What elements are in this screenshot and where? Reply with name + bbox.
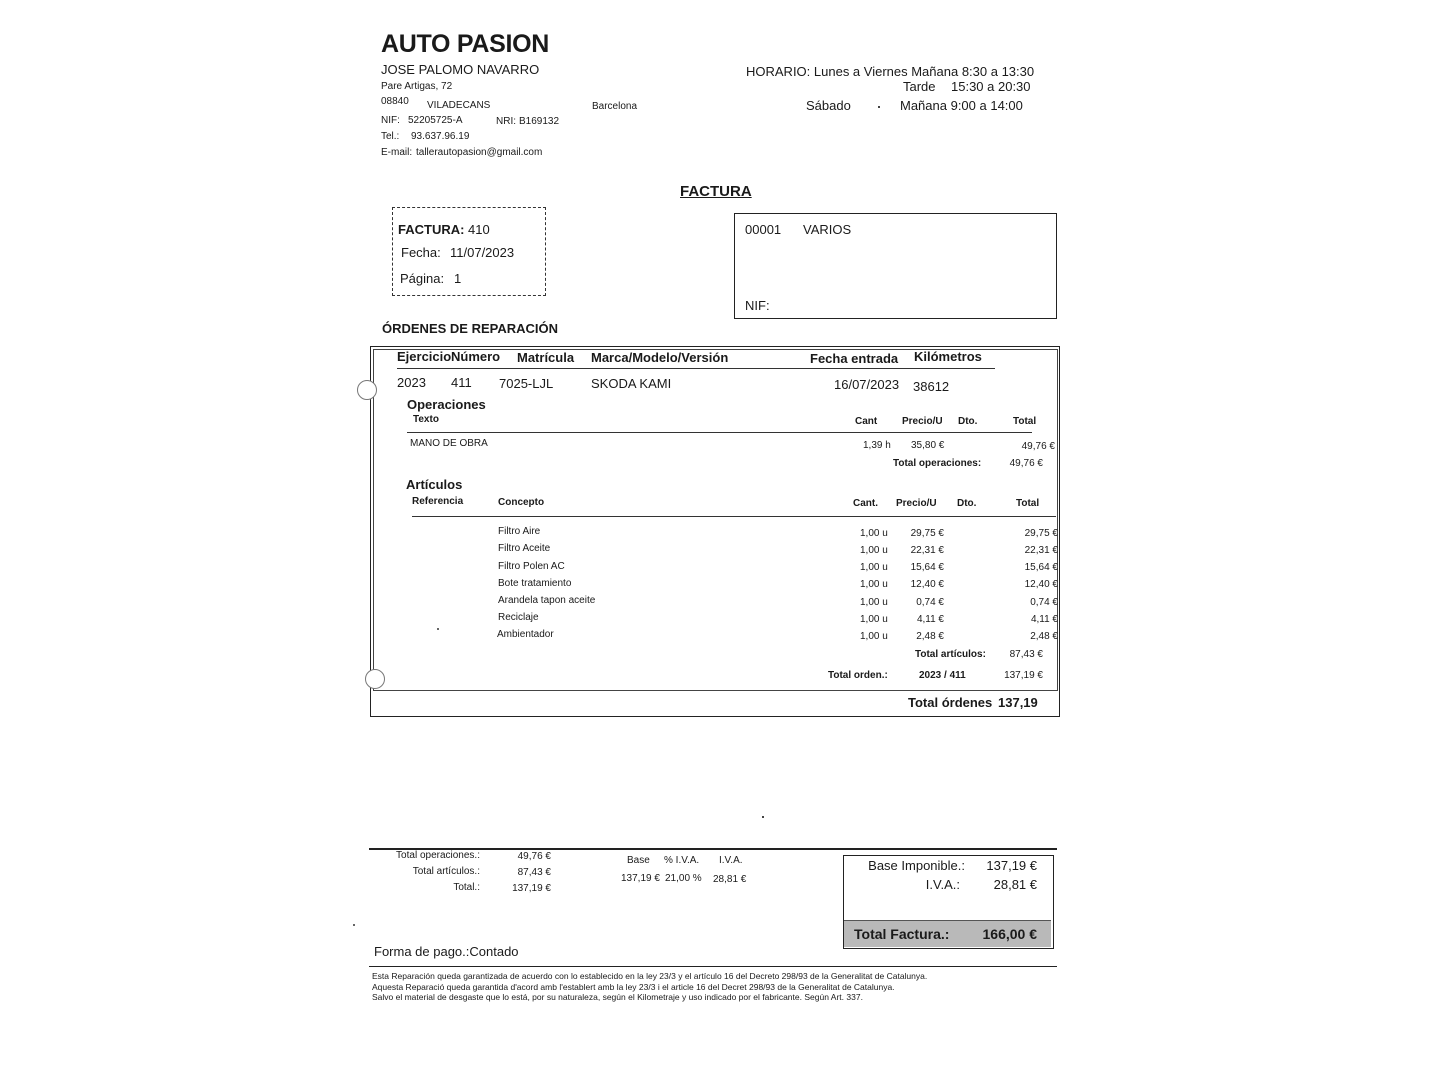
op-item-total: 49,76 €: [1021, 441, 1055, 452]
art-item-concepto: Filtro Aire: [498, 526, 541, 537]
summary-art-value: 87,43 €: [517, 867, 551, 878]
tax-pct-value: 21,00 %: [665, 873, 702, 884]
operaciones-total-label: Total operaciones:: [893, 458, 982, 469]
operaciones-title: Operaciones: [407, 397, 486, 412]
art-item-cant: 1,00 u: [860, 545, 888, 556]
art-item-cant: 1,00 u: [860, 614, 888, 625]
company-postal-code: 08840: [381, 96, 409, 107]
schedule-sabado-label: Sábado: [806, 98, 851, 113]
art-item-cant: 1,00 u: [860, 579, 888, 590]
order-km: 38612: [913, 379, 950, 394]
art-item-precio: 29,75 €: [910, 528, 944, 539]
client-name: VARIOS: [803, 222, 852, 237]
company-name: AUTO PASION: [381, 30, 550, 58]
art-item-total: 2,48 €: [1030, 631, 1058, 642]
col-ejercicio: Ejercicio: [397, 349, 452, 364]
tax-base-value: 137,19 €: [621, 873, 660, 884]
art-item-precio: 4,11 €: [916, 614, 944, 625]
tax-col-base: Base: [627, 855, 650, 866]
art-col-dto: Dto.: [957, 498, 977, 509]
footer-wear-note: Salvo el material de desgaste que lo está, por su naturaleza, según el Kilometraje y uso indicado por el fabricante. Según Art. 337.: [372, 992, 863, 1002]
art-col-concepto: Concepto: [498, 497, 545, 508]
art-item-concepto: Filtro Aceite: [498, 543, 551, 554]
art-col-precio: Precio/U: [896, 498, 937, 509]
articulos-divider: [412, 516, 1056, 517]
col-fecha: Fecha entrada: [810, 351, 899, 366]
iva-value: 28,81 €: [993, 877, 1037, 892]
footer-warranty-ca: Aquesta Reparació queda garantida d'acord amb l'establert amb la ley 23/3 i el article 16 del Decret 298/93 de la Generalitat de Catalunya.: [372, 982, 895, 992]
art-item-total: 4,11 €: [1030, 614, 1058, 625]
art-col-cant: Cant.: [853, 498, 878, 509]
op-col-total: Total: [1013, 416, 1037, 427]
total-orden-label: Total orden.:: [828, 670, 888, 681]
orders-section-title: ÓRDENES DE REPARACIÓN: [382, 321, 559, 336]
summary-art-label: Total artículos.:: [412, 866, 480, 877]
base-imponible-value: 137,19 €: [986, 858, 1037, 873]
art-item-cant: 1,00 u: [860, 597, 888, 608]
summary-total-label: Total.:: [453, 882, 480, 893]
invoice-page-label: Página:: [400, 271, 445, 286]
art-item-precio: 0,74 €: [916, 597, 944, 608]
binder-hole: [357, 380, 377, 400]
operaciones-divider: [407, 432, 1032, 433]
invoice-page: 1: [454, 271, 462, 286]
art-item-total: 0,74 €: [1030, 597, 1058, 608]
art-item-concepto: Filtro Polen AC: [498, 561, 565, 572]
art-item-concepto: Reciclaje: [498, 612, 539, 623]
summary-ops-label: Total operaciones.:: [396, 850, 480, 861]
binder-hole: [365, 669, 385, 689]
scan-speck: [762, 816, 764, 818]
art-item-concepto: Bote tratamiento: [498, 578, 572, 589]
articulos-total-label: Total artículos:: [915, 649, 986, 660]
op-col-dto: Dto.: [958, 416, 978, 427]
total-orden-value: 137,19 €: [1004, 670, 1043, 681]
base-imponible-label: Base Imponible.:: [868, 858, 965, 873]
op-col-cant: Cant: [855, 416, 878, 427]
articulos-title: Artículos: [406, 477, 463, 492]
company-email: tallerautopasion@gmail.com: [416, 147, 543, 158]
col-marca: Marca/Modelo/Versión: [591, 350, 729, 365]
company-owner: JOSE PALOMO NAVARRO: [381, 62, 540, 77]
op-item-texto: MANO DE OBRA: [410, 438, 488, 449]
tax-iva-value: 28,81 €: [713, 874, 747, 885]
total-ordenes-value: 137,19: [998, 695, 1038, 710]
footer-warranty-es: Esta Reparación queda garantizada de acuerdo con lo establecido en la ley 23/3 y el artículo 16 del Decreto 298/93 de la Generalitat de Catalunya.: [372, 971, 928, 981]
art-item-precio: 15,64 €: [910, 562, 944, 573]
invoice-number: 410: [468, 222, 490, 237]
total-orden-ref: 2023 / 411: [919, 670, 966, 681]
tax-col-pct: % I.V.A.: [664, 855, 700, 866]
art-item-total: 12,40 €: [1024, 579, 1058, 590]
op-item-precio: 35,80 €: [911, 440, 945, 451]
order-matricula: 7025-LJL: [499, 376, 554, 391]
invoice-number-label: FACTURA:: [398, 222, 465, 237]
schedule-tarde-hours: 15:30 a 20:30: [951, 79, 1031, 94]
client-box: [734, 213, 1057, 319]
col-km: Kilómetros: [914, 349, 982, 364]
scan-speck: [353, 924, 355, 926]
company-tel-label: Tel.:: [381, 131, 400, 142]
document-title: FACTURA: [680, 183, 752, 200]
payment-method: Forma de pago.:Contado: [374, 944, 519, 959]
schedule-weekdays: HORARIO: Lunes a Viernes Mañana 8:30 a 13:30: [746, 64, 1035, 79]
company-nif-label: NIF:: [381, 115, 400, 126]
client-nif-label: NIF:: [745, 298, 770, 313]
footer-rule: [369, 966, 1057, 967]
invoice-date-label: Fecha:: [401, 245, 441, 260]
company-nif: 52205725-A: [408, 115, 463, 126]
op-col-texto: Texto: [413, 414, 439, 425]
company-address: Pare Artigas, 72: [381, 81, 453, 92]
company-province: Barcelona: [592, 101, 638, 112]
iva-label: I.V.A.:: [925, 877, 960, 892]
summary-ops-value: 49,76 €: [517, 851, 551, 862]
tax-col-iva: I.V.A.: [719, 855, 743, 866]
summary-total-value: 137,19 €: [512, 883, 551, 894]
order-fecha: 16/07/2023: [834, 377, 900, 392]
order-marca: SKODA KAMI: [591, 376, 672, 391]
art-item-precio: 2,48 €: [916, 631, 944, 642]
orders-header-divider: [397, 368, 995, 369]
company-city: VILADECANS: [427, 100, 491, 111]
art-item-concepto: Arandela tapon aceite: [498, 595, 596, 606]
grand-total-label: Total Factura.:: [854, 926, 950, 942]
operaciones-total: 49,76 €: [1009, 458, 1043, 469]
art-col-referencia: Referencia: [412, 496, 464, 507]
scan-speck: [878, 106, 880, 108]
order-ejercicio: 2023: [397, 375, 426, 390]
company-tel: 93.637.96.19: [411, 131, 470, 142]
schedule-tarde-label: Tarde: [903, 79, 936, 94]
invoice-date: 11/07/2023: [450, 245, 515, 260]
op-item-cant: 1,39 h: [863, 440, 891, 451]
order-numero: 411: [451, 375, 472, 390]
art-item-total: 22,31 €: [1024, 545, 1058, 556]
art-col-total: Total: [1016, 498, 1040, 509]
schedule-sabado-hours: Mañana 9:00 a 14:00: [900, 98, 1023, 113]
art-item-cant: 1,00 u: [860, 528, 888, 539]
op-col-precio: Precio/U: [902, 416, 943, 427]
art-item-precio: 12,40 €: [910, 579, 944, 590]
art-item-cant: 1,00 u: [860, 562, 888, 573]
company-nri: B169132: [519, 116, 560, 127]
art-item-concepto: Ambientador: [497, 629, 554, 640]
col-matricula: Matrícula: [517, 350, 575, 365]
client-code: 00001: [745, 222, 782, 237]
col-numero: Número: [451, 349, 501, 364]
art-item-cant: 1,00 u: [860, 631, 888, 642]
company-nri-label: NRI:: [496, 116, 516, 127]
art-item-total: 29,75 €: [1024, 528, 1058, 539]
articulos-total: 87,43 €: [1009, 649, 1043, 660]
grand-total-value: 166,00 €: [982, 926, 1037, 942]
art-item-precio: 22,31 €: [910, 545, 944, 556]
total-ordenes-label: Total órdenes: [908, 695, 993, 710]
scan-speck: [437, 628, 439, 630]
company-email-label: E-mail:: [381, 147, 413, 158]
art-item-total: 15,64 €: [1024, 562, 1058, 573]
